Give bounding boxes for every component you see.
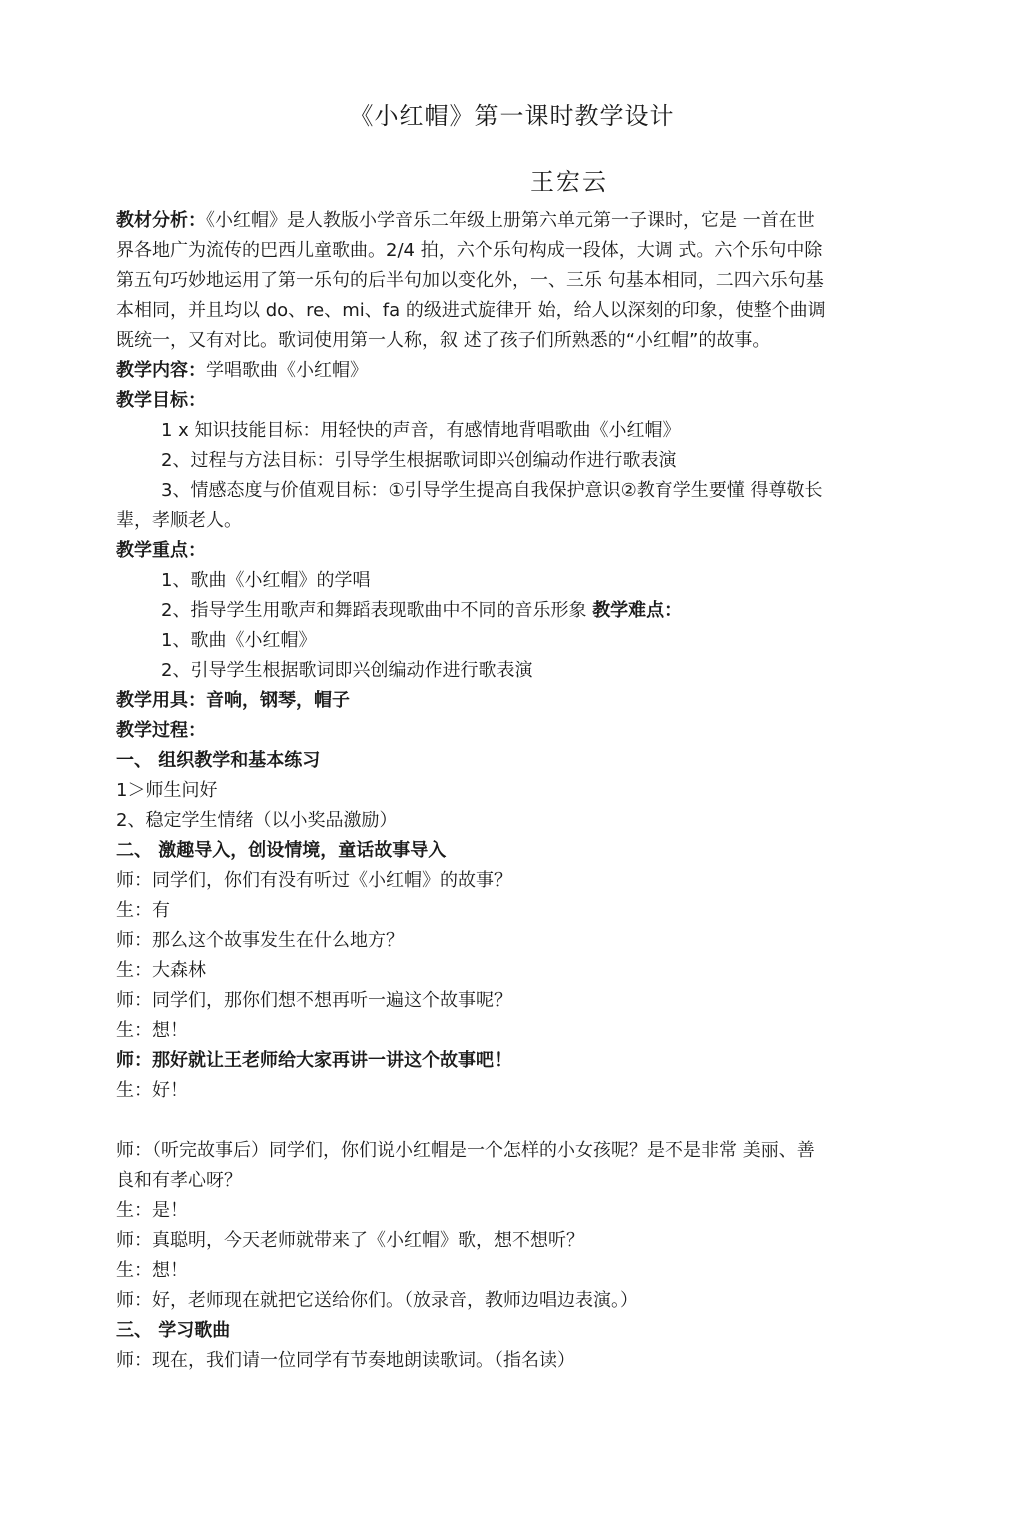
document-title: 《小红帽》第一课时教学设计 xyxy=(349,102,675,130)
dialog-line: 生：有 xyxy=(116,900,170,921)
analysis-line: 既统一，又有对比。歌词使用第一人称，叙 述了孩子们所熟悉的“小红帽”的故事。 xyxy=(116,330,771,351)
dialog-line: 生：想！ xyxy=(116,1260,188,1281)
content-value: 学唱歌曲《小红帽》 xyxy=(206,360,368,381)
analysis-label: 教材分析： xyxy=(116,210,206,231)
content-line xyxy=(116,356,916,386)
difficulty-item: 1、歌曲《小红帽》 xyxy=(161,630,317,651)
dialog-line: 师：（听完故事后）同学们，你们说小红帽是一个怎样的小女孩呢？是不是非常 美丽、善 xyxy=(116,1140,815,1161)
difficulty-item: 2、引导学生根据歌词即兴创编动作进行歌表演 xyxy=(161,660,533,681)
analysis-text: 《小红帽》是人教版小学音乐二年级上册第六单元第一子课时，它是 一首在世 xyxy=(206,210,815,231)
goal-item: 2、过程与方法目标：引导学生根据歌词即兴创编动作进行歌表演 xyxy=(161,450,677,471)
analysis-line xyxy=(116,206,916,236)
key-point-item xyxy=(116,596,916,626)
dialog-line: 生：大森林 xyxy=(116,960,206,981)
tools-line: 教学用具：音响，钢琴，帽子 xyxy=(116,690,350,711)
difficulty-heading: 教学难点： xyxy=(592,600,683,621)
analysis-line: 界各地广为流传的巴西儿童歌曲。2/4 拍，六个乐句构成一段体，大调 式。六个乐句中除 xyxy=(116,240,823,261)
dialog-line: 生：是！ xyxy=(116,1200,188,1221)
analysis-line: 第五句巧妙地运用了第一乐句的后半句加以变化外，一、三乐 句基本相同，二四六乐句基 xyxy=(116,270,824,291)
list-item: 1＞师生问好 xyxy=(116,780,218,801)
dialog-line: 师：那么这个故事发生在什么地方？ xyxy=(116,930,404,951)
dialog-line: 生：想！ xyxy=(116,1020,188,1041)
dialog-line: 生：好！ xyxy=(116,1080,188,1101)
dialog-line: 师：同学们，那你们想不想再听一遍这个故事呢？ xyxy=(116,990,512,1011)
blank-line xyxy=(116,1106,916,1136)
content-label: 教学内容： xyxy=(116,360,206,381)
dialog-line: 师：真聪明，今天老师就带来了《小红帽》歌，想不想听？ xyxy=(116,1230,584,1251)
goal-item: 1 x 知识技能目标：用轻快的声音，有感情地背唱歌曲《小红帽》 xyxy=(161,420,681,441)
key-point-item: 1、歌曲《小红帽》的学唱 xyxy=(161,570,371,591)
key-points-heading: 教学重点： xyxy=(116,540,206,561)
process-heading: 教学过程： xyxy=(116,720,206,741)
dialog-line: 师：好，老师现在就把它送给你们。（放录音，教师边唱边表演。） xyxy=(116,1290,638,1311)
document-body xyxy=(116,206,916,1376)
author-name: 王宏云 xyxy=(530,168,608,196)
dialog-line-continued: 良和有孝心呀？ xyxy=(116,1170,242,1191)
section-heading: 二、 激趣导入，创设情境，童话故事导入 xyxy=(116,840,447,861)
key-point-text: 2、指导学生用歌声和舞蹈表现歌曲中不同的音乐形象 xyxy=(161,600,587,621)
goals-heading: 教学目标： xyxy=(116,390,206,411)
goal-item: 3、情感态度与价值观目标：①引导学生提高自我保护意识②教育学生要懂 得尊敬长 xyxy=(161,480,823,501)
section-heading: 三、 学习歌曲 xyxy=(116,1320,231,1341)
section-heading: 一、 组织教学和基本练习 xyxy=(116,750,321,771)
list-item: 2、稳定学生情绪（以小奖品激励） xyxy=(116,810,398,831)
analysis-line: 本相同，并且均以 do、re、mi、fa 的级进式旋律开 始，给人以深刻的印象，使整个曲调 xyxy=(116,300,826,321)
dialog-line: 师：那好就让王老师给大家再讲一讲这个故事吧！ xyxy=(116,1050,512,1071)
dialog-line: 师：现在，我们请一位同学有节奏地朗读歌词。（指名读） xyxy=(116,1350,575,1371)
dialog-line: 师：同学们，你们有没有听过《小红帽》的故事？ xyxy=(116,870,512,891)
goal-item-continued: 辈，孝顺老人。 xyxy=(116,510,242,531)
